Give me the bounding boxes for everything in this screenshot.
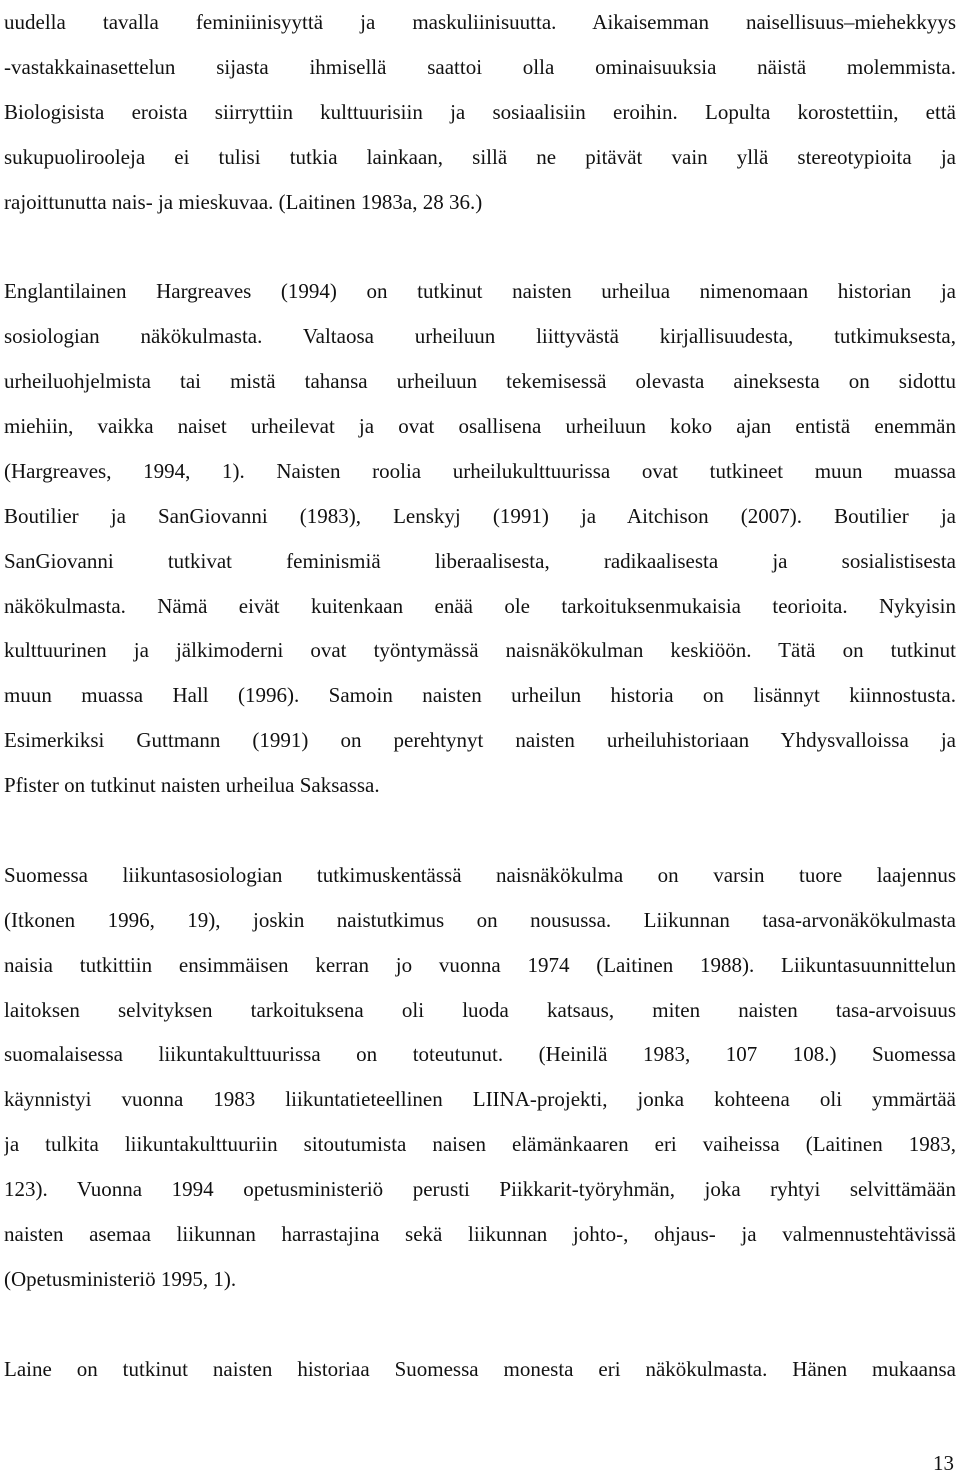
text-line: (Hargreaves, 1994, 1). Naisten roolia urheilukulttuurissa ovat tutkineet muun muassa [4,458,956,483]
text-line: urheiluohjelmista tai mistä tahansa urheiluun tekemisessä olevasta aineksesta on sidottu [4,369,956,394]
text-line: Biologisista eroista siirryttiin kulttuurisiin ja sosiaalisiin eroihin. Lopulta korostettiin, että [4,99,956,124]
text-line: sosiologian näkökulmasta. Valtaosa urheiluun liittyvästä kirjallisuudesta, tutkimuksesta, [4,324,956,349]
text-line: uudella tavalla feminiinisyyttä ja maskuliinisuutta. Aikaisemman naisellisuus–miehekkyys [4,10,956,34]
text-line: Esimerkiksi Guttmann (1991) on perehtynyt naisten urheiluhistoriaan Yhdysvalloissa ja [4,728,956,753]
text-line: -vastakkainasettelun sijasta ihmisellä saattoi olla ominaisuuksia näistä molemmista. [4,54,956,79]
paragraph-gap [4,1302,956,1347]
text-line: 123). Vuonna 1994 opetusministeriö perusti Piikkarit-työryhmän, joka ryhtyi selvittämään [4,1177,956,1202]
text-line: (Itkonen 1996, 19), joskin naistutkimus on nousussa. Liikunnan tasa-arvonäkökulmasta [4,907,956,932]
text-line: Englantilainen Hargreaves (1994) on tutkinut naisten urheilua nimenomaan historian ja [4,279,956,304]
paragraph-sex-roles [4,0,956,224]
paragraph-gap [4,224,956,269]
text-line: rajoittunutta nais- ja mieskuvaa. (Laitinen 1983a, 28 36.) [4,189,483,214]
text-line: Laine on tutkinut naisten historiaa Suomessa monesta eri näkökulmasta. Hänen mukaansa [4,1356,956,1381]
text-line: kulttuurinen ja jälkimoderni ovat työntymässä naisnäkökulman keskiöön. Tätä on tutkinut [4,638,956,663]
page-number: 13 [933,1451,954,1475]
text-line: näkökulmasta. Nämä eivät kuitenkaan enää ole tarkoituksenmukaisia teorioita. Nykyisin [4,593,956,618]
paragraph-gap [4,808,956,853]
text-line: Boutilier ja SanGiovanni (1983), Lenskyj (1991) ja Aitchison (2007). Boutilier ja [4,503,956,528]
text-line: (Opetusministeriö 1995, 1). [4,1266,237,1291]
text-line: sukupuolirooleja ei tulisi tutkia lainkaan, sillä ne pitävät vain yllä stereotypioita ja [4,144,956,169]
text-line: käynnistyi vuonna 1983 liikuntatieteellinen LIINA-projekti, jonka kohteena oli ymmärtää [4,1087,956,1112]
document-page [4,0,956,1392]
text-line: Suomessa liikuntasosiologian tutkimuskentässä naisnäkökulma on varsin tuore laajennus [4,862,956,887]
text-line: laitoksen selvityksen tarkoituksena oli luoda katsaus, miten naisten tasa-arvoisuus [4,997,956,1022]
text-line: ja tulkita liikuntakulttuuriin sitoutumista naisen elämänkaaren eri vaiheissa (Laitinen 1983, [4,1132,956,1157]
text-line: naisten asemaa liikunnan harrastajina sekä liikunnan johto-, ohjaus- ja valmennustehtävissä [4,1222,956,1247]
text-line: muun muassa Hall (1996). Samoin naisten urheilun historia on lisännyt kiinnostusta. [4,683,956,708]
text-line: suomalaisessa liikuntakulttuurissa on toteutunut. (Heinilä 1983, 107 108.) Suomessa [4,1042,956,1067]
text-line: miehiin, vaikka naiset urheilevat ja ovat osallisena urheiluun koko ajan entistä enemmän [4,414,956,439]
paragraph-laine [4,1347,956,1392]
paragraph-finland [4,853,956,1302]
text-line: SanGiovanni tutkivat feminismiä liberaalisesta, radikaalisesta ja sosialistisesta [4,548,956,573]
text-line: naisia tutkittiin ensimmäisen kerran jo vuonna 1974 (Laitinen 1988). Liikuntasuunnittelun [4,952,956,977]
text-line: Pfister on tutkinut naisten urheilua Saksassa. [4,773,380,798]
paragraph-hargreaves [4,269,956,808]
